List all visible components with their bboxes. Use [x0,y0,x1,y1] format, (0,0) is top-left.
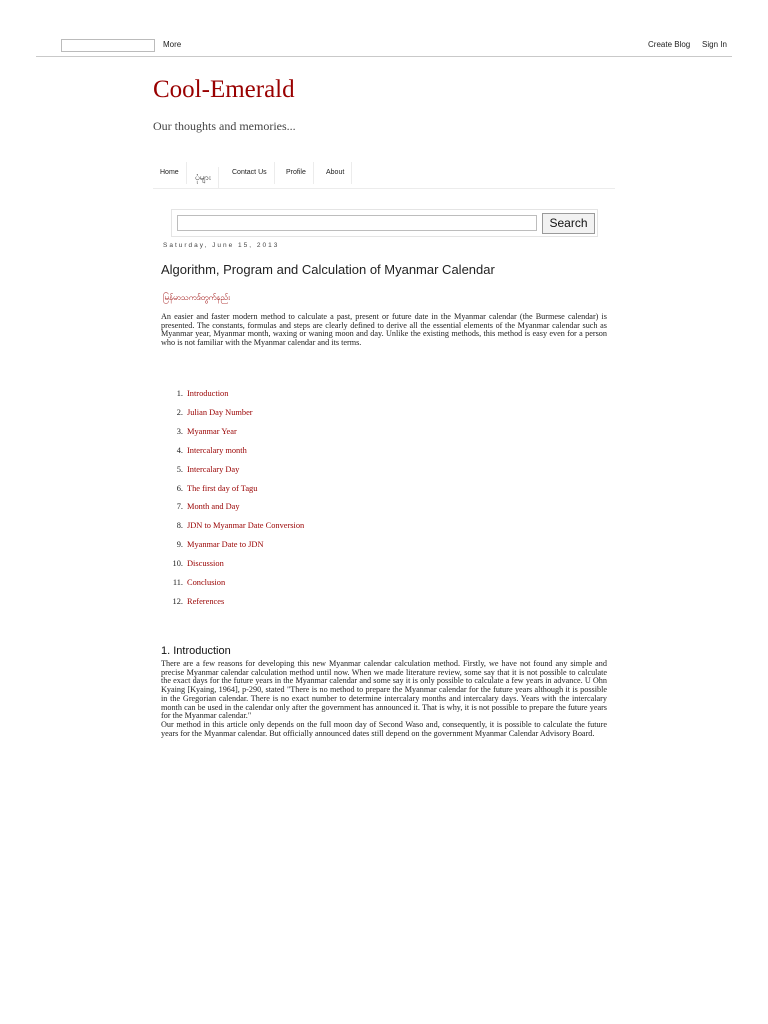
toc-link-myanmar-to-jdn[interactable]: Myanmar Date to JDN [187,540,264,550]
toc-number: 3. [176,426,183,436]
page-tabs [153,162,615,189]
toc-number: 6. [176,483,183,493]
navbar-search-input[interactable] [61,39,155,52]
more-link[interactable]: More [163,40,182,49]
toc-number: 5. [176,464,183,474]
toc-number: 2. [176,407,183,417]
toc-link-julian-day-number[interactable]: Julian Day Number [187,407,253,417]
toc-link-first-day-of-tagu[interactable]: The first day of Tagu [187,483,258,493]
introduction-paragraph-2: Our method in this article only depends on the full moon day of Second Waso and, consequently, it is possible to calculate the future years for the Myanmar calendar. But officially announced dates still depend on the government Myanmar Calendar Advisory Board. [161,719,607,738]
tab-about[interactable]: About [319,162,352,184]
tab-profile[interactable]: Profile [279,162,314,184]
tab-photos[interactable]: ပုံများ [188,167,219,189]
toc-link-intercalary-day[interactable]: Intercalary Day [187,464,240,474]
toc-number: 11. [172,578,183,587]
search-button[interactable]: Search [542,213,595,234]
post-abstract: An easier and faster modern method to calculate a past, present or future date in the Myanmar calendar (the Burmese calendar) is presented. The constants, formulas and steps are clearly defined to derive all the essential elements of the Myanmar calendar such as Myanmar year, Myanmar month, waxing or waning moon and day. Unlike the existing methods, this method is easy even for a person who is not familiar with the Myanmar calendar and its terms. [161,312,607,348]
toc-link-introduction[interactable]: Introduction [187,389,229,398]
toc-link-intercalary-month[interactable]: Intercalary month [187,445,247,455]
toc-link-jdn-to-myanmar[interactable]: JDN to Myanmar Date Conversion [187,521,305,531]
tab-contact-us[interactable]: Contact Us [225,162,275,184]
create-blog-link[interactable]: Create Blog [648,40,691,49]
toc-link-myanmar-year[interactable]: Myanmar Year [187,426,237,436]
tab-home[interactable]: Home [153,162,187,184]
toc-number: 10. [172,559,183,569]
post-title[interactable]: Algorithm, Program and Calculation of Myanmar Calendar [161,262,495,277]
toc-number: 9. [176,540,183,550]
blogger-navbar [36,34,732,57]
toc-number: 1. [176,389,183,398]
search-widget [171,209,598,237]
myanmar-version-link[interactable]: မြန်မာသကဒ်တွက်နည်း [163,293,231,302]
section-body-introduction [161,660,607,738]
toc-number: 7. [176,502,183,512]
toc-link-conclusion[interactable]: Conclusion [187,578,226,587]
toc-link-references[interactable]: References [187,596,225,606]
introduction-paragraph-1: There are a few reasons for developing this new Myanmar calendar calculation method. Firstly, we have not found any simple and precise Myanmar calendar calculation method until now. When we made literature review, some say that it is not possible to calculate the exact days for the future years in the Myanmar calendar and some say it is only possible to calculate a few years in advance. U Ohn Kyaing [Kyaing, 1964], p-290, stated "There is no method to prepare the Myanmar calendar for the future years although it is possible in the Gregorian calendar. There is no exact number to determine intercalary months and intercalary days. Years with the intercalary month can be used in the calendar only after the government has announced it. That is why, it is not possible to prepare the future years for the Myanmar calendar." [161,659,607,721]
blog-description: Our thoughts and memories... [153,119,296,133]
toc-number: 12. [172,596,183,606]
search-input[interactable] [177,215,537,231]
sign-in-link[interactable]: Sign In [702,40,727,49]
post-date: Saturday, June 15, 2013 [163,242,280,249]
toc-number: 4. [176,445,183,455]
toc-number: 8. [176,521,183,531]
section-heading-introduction: 1. Introduction [161,645,231,657]
toc-link-month-and-day[interactable]: Month and Day [187,502,240,512]
toc-link-discussion[interactable]: Discussion [187,559,224,569]
blog-title[interactable]: Cool-Emerald [153,76,295,103]
